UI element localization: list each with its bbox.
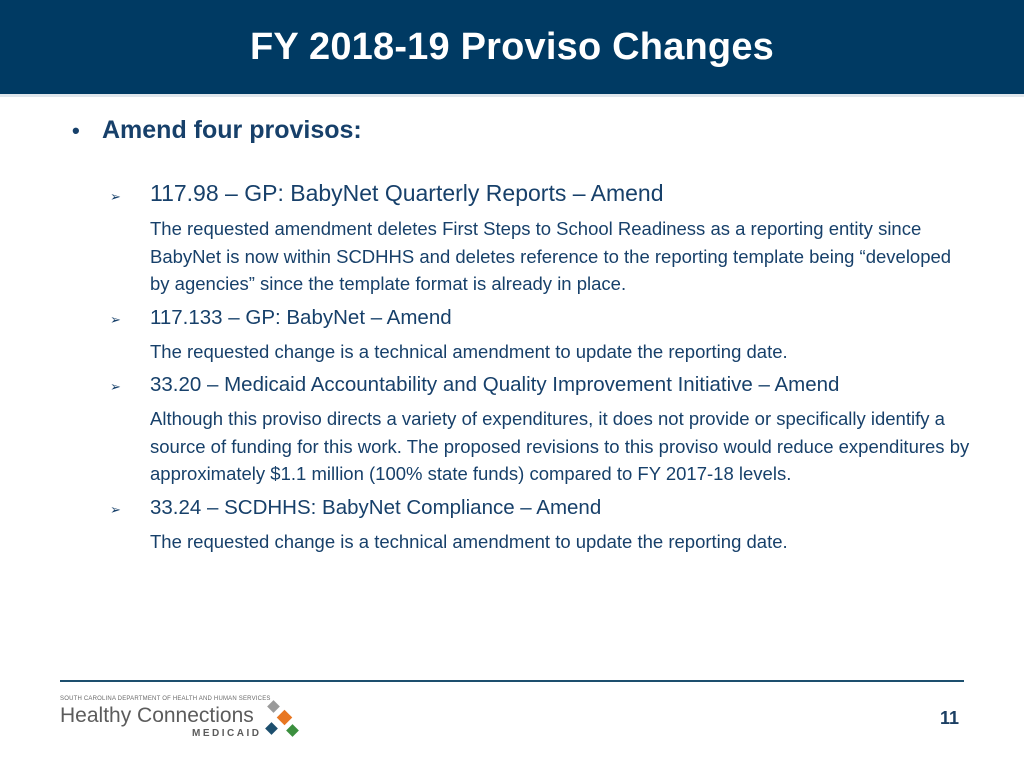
main-bullet-text: Amend four provisos: xyxy=(102,116,362,144)
item-heading: 33.20 – Medicaid Accountability and Quality Improvement Initiative – Amend xyxy=(150,373,840,396)
footer-divider xyxy=(60,680,964,682)
slide-title: FY 2018-19 Proviso Changes xyxy=(249,25,775,68)
arrow-bullet-icon: ➢ xyxy=(110,501,121,517)
item-heading: 117.133 – GP: BabyNet – Amend xyxy=(150,305,452,329)
list-item xyxy=(110,496,970,556)
item-description: The requested amendment deletes First Steps to School Readiness as a reporting entity since BabyNet is now within SCDHHS and deletes reference to the reporting template being “developed by agencies” since the template format is already in place. xyxy=(150,218,952,294)
title-bar xyxy=(0,0,1024,97)
main-bullet xyxy=(72,116,362,145)
bullet-dot-icon: • xyxy=(72,118,80,143)
proviso-list xyxy=(110,180,970,563)
arrow-bullet-icon: ➢ xyxy=(110,379,121,394)
item-description: The requested change is a technical amendment to update the reporting date. xyxy=(150,530,788,552)
page-number: 11 xyxy=(940,708,960,728)
arrow-bullet-icon: ➢ xyxy=(110,311,121,327)
item-heading: 117.98 – GP: BabyNet Quarterly Reports – Amend xyxy=(150,180,664,206)
agency-name: SOUTH CAROLINA DEPARTMENT OF HEALTH AND HUMAN SERVICES xyxy=(60,696,271,702)
item-description: The requested change is a technical amendment to update the reporting date. xyxy=(150,340,788,362)
item-heading: 33.24 – SCDHHS: BabyNet Compliance – Amend xyxy=(150,495,602,519)
brand-name: Healthy Connections xyxy=(60,704,254,727)
healthy-connections-logo xyxy=(60,696,310,746)
list-item xyxy=(110,180,970,298)
brand-sub: MEDICAID xyxy=(192,728,262,739)
arrow-bullet-icon: ➢ xyxy=(110,189,121,204)
list-item xyxy=(110,373,970,488)
logo-mark-icon xyxy=(265,700,301,740)
list-item xyxy=(110,306,970,366)
item-description: Although this proviso directs a variety of expenditures, it does not provide or specifically identify a source of funding for this work. The proposed revisions to this proviso would reduce expenditures by approximately $1.1 million (100% state funds) compared to FY 2017-18 levels. xyxy=(150,408,970,484)
